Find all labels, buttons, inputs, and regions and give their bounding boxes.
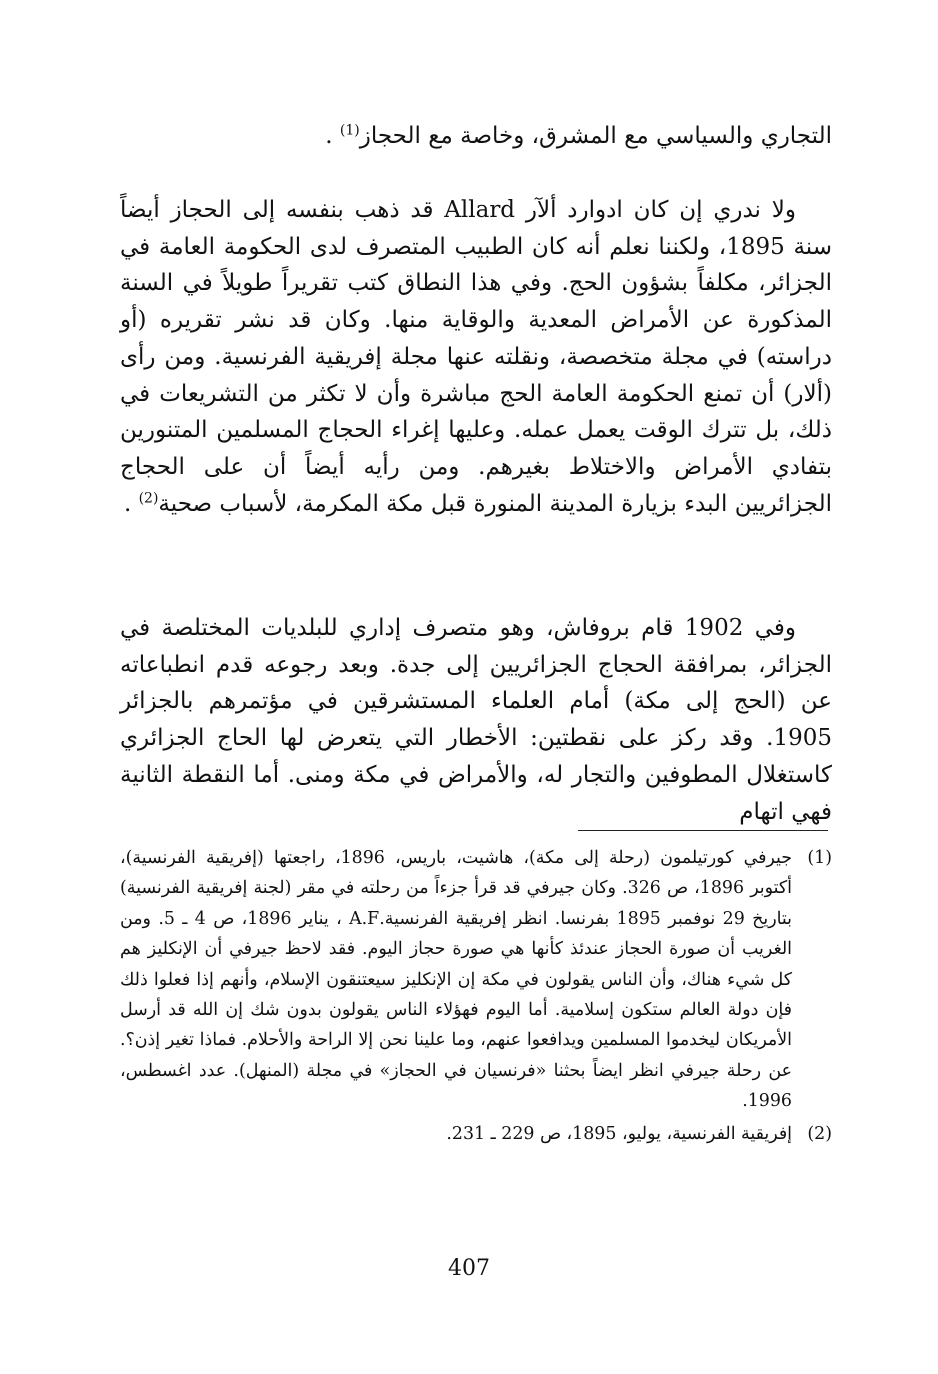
footnote-1-text: جيرفي كورتيلمون (رحلة إلى مكة)، هاشيت، باريس، 1896، راجعتها (إفريقية الفرنسية)، أكتوبر 1896، ص 326. وكان جيرفي قد قرأ جزءاً من رحلته في مقر (لجنة إفريقية الفرنسية) بتاريخ 29 نوفمبر 1895 بفرنسا. انظر إفريقية الفرنسية.A.F ، يناير 1896، ص 4 ـ 5. ومن الغريب أن صورة الحجاز عندئذ كأنها هي صورة حجاز اليوم. فقد لاحظ جيرفي أن الإنكليز هم كل شيء هناك، وأن الناس يقولون في مكة إن الإنكليز سيعتنقون الإسلام، وأنهم إذا فعلوا ذلك فإن دولة العالم ستكون إسلامية. أما اليوم فهؤلاء الناس يقولون بدون شك إن الله قد أرسل الأمريكان ليخدموا المسلمين ويدافعوا عنهم، وما علينا نحن إلا الراحة والأحلام. فماذا تغير إذن؟. عن رحلة جيرفي انظر ايضاً بحثنا «فرنسيان في الحجاز» في مجلة (المنهل). عدد اغسطس، 1996. <box>120 848 793 1112</box>
paragraph-1-end: . <box>325 123 340 149</box>
paragraph-1-text: التجاري والسياسي مع المشرق، وخاصة مع الحجاز <box>359 123 832 149</box>
footnote-2-number: (2) <box>807 1123 832 1144</box>
footnote-2-text: إفريقية الفرنسية، يوليو، 1895، ص 229 ـ 231. <box>446 1123 792 1144</box>
footnote-2 <box>120 1119 832 1149</box>
page-number: 407 <box>448 1256 490 1281</box>
paragraph-1 <box>120 118 832 155</box>
paragraph-3 <box>120 610 832 830</box>
footnote-ref-1[interactable]: (1) <box>339 122 360 139</box>
paragraph-3-text: وفي 1902 قام بروفاش، وهو متصرف إداري للبلديات المختلصة في الجزائر، بمرافقة الحجاج الجزائريين إلى جدة. وبعد رجوعه قدم انطباعاته عن (الحج إلى مكة) أمام العلماء المستشرقين في مؤتمرهم بالجزائر 1905. وقد ركز على نقطتين: الأخطار التي يتعرض لها الحاج الجزائري كاستغلال المطوفين والتجار له، والأمراض في مكة ومنى. أما النقطة الثانية فهي اتهام <box>120 615 832 825</box>
footnote-1-number: (1) <box>807 848 832 868</box>
footnotes <box>120 843 832 1149</box>
footnote-1 <box>120 843 832 1117</box>
paragraph-2 <box>120 192 832 522</box>
paragraph-2-text: ولا ندري إن كان ادوارد ألآر Allard قد ذهب بنفسه إلى الحجاز أيضاً سنة 1895، ولكننا نعلم أنه كان الطبيب المتصرف لدى الحكومة العامة في الجزائر، مكلفاً بشؤون الحج. وفي هذا النطاق كتب تقريراً طويلاً في السنة المذكورة عن الأمراض المعدية والوقاية منها. وكان قد نشر تقريره (أو دراسته) في مجلة متخصصة، ونقلته عنها مجلة إفريقية الفرنسية. ومن رأى (ألار) أن تمنع الحكومة العامة الحج مباشرة وأن لا تكثر من التشريعات في ذلك، بل تترك الوقت يعمل عمله. وعليها إغراء الحجاج المسلمين المتنورين بتفادي الأمراض والاختلاط بغيرهم. ومن رأيه أيضاً أن على الحجاج الجزائريين البدء بزيارة المدينة المنورة قبل مكة المكرمة، لأسباب صحية <box>120 197 832 517</box>
paragraph-2-end: . <box>123 490 139 517</box>
footnote-ref-2[interactable]: (2) <box>138 489 159 506</box>
footnote-separator <box>578 830 828 831</box>
